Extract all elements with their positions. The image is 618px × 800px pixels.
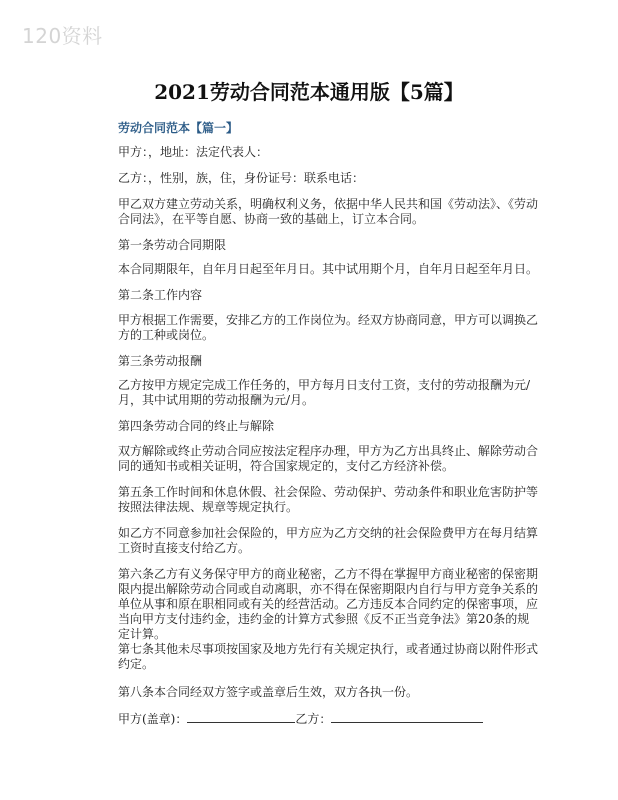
party-b-signature-label: 乙方： bbox=[295, 712, 332, 726]
article-2-heading: 第二条工作内容 bbox=[118, 288, 203, 302]
article-1-body: 本合同期限年，自年月日起至年月日。其中试用期个月，自年月日起至年月日。 bbox=[118, 262, 539, 276]
party-b-signature-field[interactable] bbox=[331, 711, 483, 723]
article-5-body: 第五条工作时间和休息休假、社会保险、劳动保护、劳动条件和职业危害防护等按照法律法规、规章等规定执行。 bbox=[118, 485, 539, 514]
document-title: 2021劳动合同范本通用版【5篇】 bbox=[154, 80, 464, 104]
article-7-body: 第七条其他未尽事项按国家及地方先行有关规定执行，或者通过协商以附件形式约定。 bbox=[118, 642, 539, 671]
section-heading: 劳动合同范本【篇一】 bbox=[118, 121, 239, 135]
social-insurance-paragraph: 如乙方不同意参加社会保险的，甲方应为乙方交纳的社会保险费甲方在每月结算工资时直接支付给乙方。 bbox=[118, 526, 539, 555]
article-8-body: 第八条本合同经双方签字或盖章后生效，双方各执一份。 bbox=[118, 685, 419, 699]
party-a-signature-field[interactable] bbox=[187, 711, 295, 723]
paragraph-party-b: 乙方：，性别，族，住，身份证号：联系电话： bbox=[118, 171, 365, 185]
article-6-body: 第六条乙方有义务保守甲方的商业秘密，乙方不得在掌握甲方商业秘密的保密期限内提出解除劳动合同或自动离职，亦不得在保密期限内自行与甲方竞争关系的单位从事和原在职相同或有关的经营活动。乙方违反本合同约定的保密事项，应当向甲方支付违约金，违约金的计算方式参照《反不正当竞争法》第20条的规定计算。 bbox=[118, 567, 539, 641]
watermark: 120资料 bbox=[22, 24, 103, 48]
signature-line bbox=[118, 711, 483, 727]
article-1-heading: 第一条劳动合同期限 bbox=[118, 238, 227, 252]
article-3-body: 乙方按甲方规定完成工作任务的，甲方每月日支付工资，支付的劳动报酬为元/月，其中试用期的劳动报酬为元/月。 bbox=[118, 378, 531, 407]
article-3-heading: 第三条劳动报酬 bbox=[118, 354, 203, 368]
paragraph-party-a: 甲方：，地址：法定代表人： bbox=[118, 145, 269, 159]
article-2-body: 甲方根据工作需要，安排乙方的工作岗位为。经双方协商同意，甲方可以调换乙方的工种或岗位。 bbox=[118, 313, 539, 342]
paragraph-preamble: 甲乙双方建立劳动关系，明确权利义务，依据中华人民共和国《劳动法》、《劳动合同法》，在平等自愿、协商一致的基础上，订立本合同。 bbox=[118, 197, 539, 226]
article-4-body: 双方解除或终止劳动合同应按法定程序办理，甲方为乙方出具终止、解除劳动合同的通知书或相关证明，符合国家规定的，支付乙方经济补偿。 bbox=[118, 444, 539, 473]
party-a-signature-label: 甲方(盖章)： bbox=[118, 712, 188, 726]
article-4-heading: 第四条劳动合同的终止与解除 bbox=[118, 419, 275, 433]
